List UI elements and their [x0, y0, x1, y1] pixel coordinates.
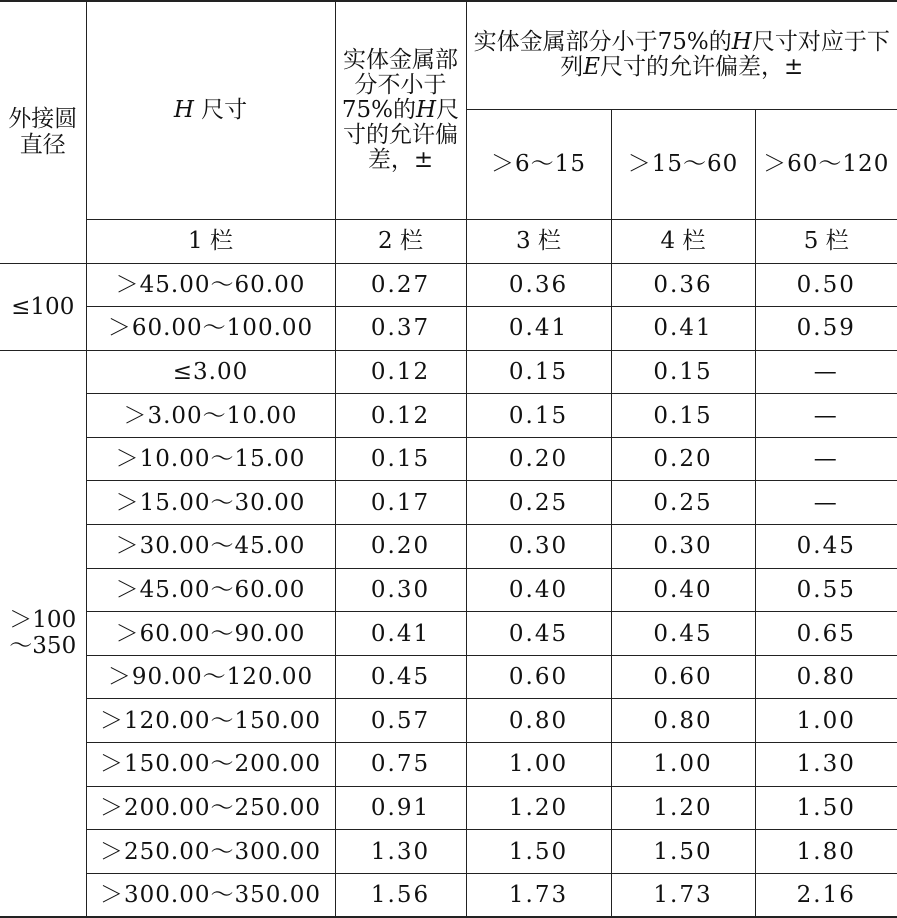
table-row	[0, 743, 897, 787]
tolerance-cell: 0.41	[335, 612, 466, 656]
tolerance-cell: 0.65	[755, 612, 897, 656]
h-range-cell: ＞120.00～150.00	[86, 699, 335, 743]
tolerance-cell: 0.59	[755, 307, 897, 351]
tolerance-cell: 1.80	[755, 830, 897, 874]
h-range-cell: ＞90.00～120.00	[86, 655, 335, 699]
h-range-cell: ＞15.00～30.00	[86, 481, 335, 525]
tolerance-cell: 1.73	[611, 873, 755, 917]
column-number-5: 5 栏	[755, 219, 897, 263]
table-row	[0, 568, 897, 612]
tolerance-cell: 0.55	[755, 568, 897, 612]
tolerance-cell: 0.60	[611, 655, 755, 699]
table-header	[0, 1, 897, 263]
tolerance-cell: 0.17	[335, 481, 466, 525]
table-row	[0, 350, 897, 394]
table-row	[0, 394, 897, 438]
column-number-3: 3 栏	[466, 219, 611, 263]
tolerance-cell: 0.45	[611, 612, 755, 656]
table-row	[0, 307, 897, 351]
tolerance-cell: 1.00	[466, 743, 611, 787]
tolerance-cell: 1.00	[611, 743, 755, 787]
tolerance-cell: 0.40	[611, 568, 755, 612]
e-range-header: ＞15～60	[611, 109, 755, 219]
h-range-cell: ＞45.00～60.00	[86, 568, 335, 612]
h-range-cell: ＞250.00～300.00	[86, 830, 335, 874]
tolerance-cell: —	[755, 481, 897, 525]
column-number-2: 2 栏	[335, 219, 466, 263]
tolerance-cell: 0.15	[466, 350, 611, 394]
h-size-header: H 尺寸	[86, 1, 335, 219]
tolerance-cell: 0.27	[335, 263, 466, 307]
table-row	[0, 612, 897, 656]
diameter-cell: ＞100～350	[0, 350, 86, 917]
tolerance-cell: 1.50	[466, 830, 611, 874]
diameter-header: 外接圆直径	[0, 1, 86, 263]
tolerance-cell: 0.36	[611, 263, 755, 307]
tolerance-cell: 0.36	[466, 263, 611, 307]
tolerance-cell: 1.20	[611, 786, 755, 830]
tolerance-cell: —	[755, 350, 897, 394]
tolerance-cell: 0.80	[755, 655, 897, 699]
tolerance-cell: 0.45	[335, 655, 466, 699]
table-row	[0, 263, 897, 307]
tolerance-cell: 0.20	[611, 437, 755, 481]
tolerance-cell: 0.40	[466, 568, 611, 612]
tolerance-cell: 1.50	[755, 786, 897, 830]
table-row	[0, 830, 897, 874]
e-range-header: ＞6～15	[466, 109, 611, 219]
table-row	[0, 481, 897, 525]
tolerance-cell: 1.30	[335, 830, 466, 874]
table-row	[0, 786, 897, 830]
h-range-cell: ＞60.00～90.00	[86, 612, 335, 656]
h-range-cell: ＞30.00～45.00	[86, 525, 335, 569]
table-row	[0, 525, 897, 569]
tolerance-cell: 0.60	[466, 655, 611, 699]
tolerance-cell: 1.56	[335, 873, 466, 917]
e-range-header: ＞60～120	[755, 109, 897, 219]
tolerance-cell: 0.25	[466, 481, 611, 525]
tolerance-cell: 0.75	[335, 743, 466, 787]
tolerance-cell: 0.20	[335, 525, 466, 569]
tolerance-cell: 0.12	[335, 394, 466, 438]
tolerance-cell: —	[755, 394, 897, 438]
h-range-cell: ＞200.00～250.00	[86, 786, 335, 830]
tolerance-cell: 1.50	[611, 830, 755, 874]
tolerance-cell: 0.50	[755, 263, 897, 307]
tolerance-cell: 0.37	[335, 307, 466, 351]
tolerance-cell: 0.91	[335, 786, 466, 830]
tolerance-cell: 1.30	[755, 743, 897, 787]
tolerance-cell: 0.57	[335, 699, 466, 743]
h-range-cell: ＞300.00～350.00	[86, 873, 335, 917]
tolerance-cell: 0.45	[755, 525, 897, 569]
h-range-cell: ＞3.00～10.00	[86, 394, 335, 438]
tolerance-cell: 0.80	[466, 699, 611, 743]
tolerance-cell: 1.00	[755, 699, 897, 743]
tolerance-cell: 0.15	[466, 394, 611, 438]
tolerance-cell: 0.12	[335, 350, 466, 394]
tolerance-cell: 0.15	[611, 394, 755, 438]
table-row	[0, 437, 897, 481]
tolerance-cell: 0.80	[611, 699, 755, 743]
tolerance-cell: 1.20	[466, 786, 611, 830]
tolerance-cell: 1.73	[466, 873, 611, 917]
tolerance-cell: 0.41	[466, 307, 611, 351]
h-range-cell: ＞45.00～60.00	[86, 263, 335, 307]
table-body	[0, 263, 897, 917]
tolerance-cell: 0.15	[335, 437, 466, 481]
tolerance-cell: 0.20	[466, 437, 611, 481]
tolerance-cell: 0.30	[466, 525, 611, 569]
tolerance-cell: 0.45	[466, 612, 611, 656]
table-row	[0, 873, 897, 917]
tolerance-cell: —	[755, 437, 897, 481]
h-range-cell: ＞10.00～15.00	[86, 437, 335, 481]
column-number-1: 1 栏	[86, 219, 335, 263]
h-range-cell: ≤3.00	[86, 350, 335, 394]
e-group-header: 实体金属部分小于75%的H尺寸对应于下列E尺寸的允许偏差，±	[466, 1, 897, 109]
h-range-cell: ＞60.00～100.00	[86, 307, 335, 351]
tolerance-cell: 0.15	[611, 350, 755, 394]
column-number-4: 4 栏	[611, 219, 755, 263]
tolerance-cell: 0.25	[611, 481, 755, 525]
col2-header: 实体金属部分不小于75%的H尺寸的允许偏差，±	[335, 1, 466, 219]
diameter-cell: ≤100	[0, 263, 86, 350]
tolerance-cell: 0.30	[611, 525, 755, 569]
table-row	[0, 699, 897, 743]
tolerance-cell: 0.41	[611, 307, 755, 351]
tolerance-cell: 2.16	[755, 873, 897, 917]
tolerance-cell: 0.30	[335, 568, 466, 612]
table-row	[0, 655, 897, 699]
h-range-cell: ＞150.00～200.00	[86, 743, 335, 787]
